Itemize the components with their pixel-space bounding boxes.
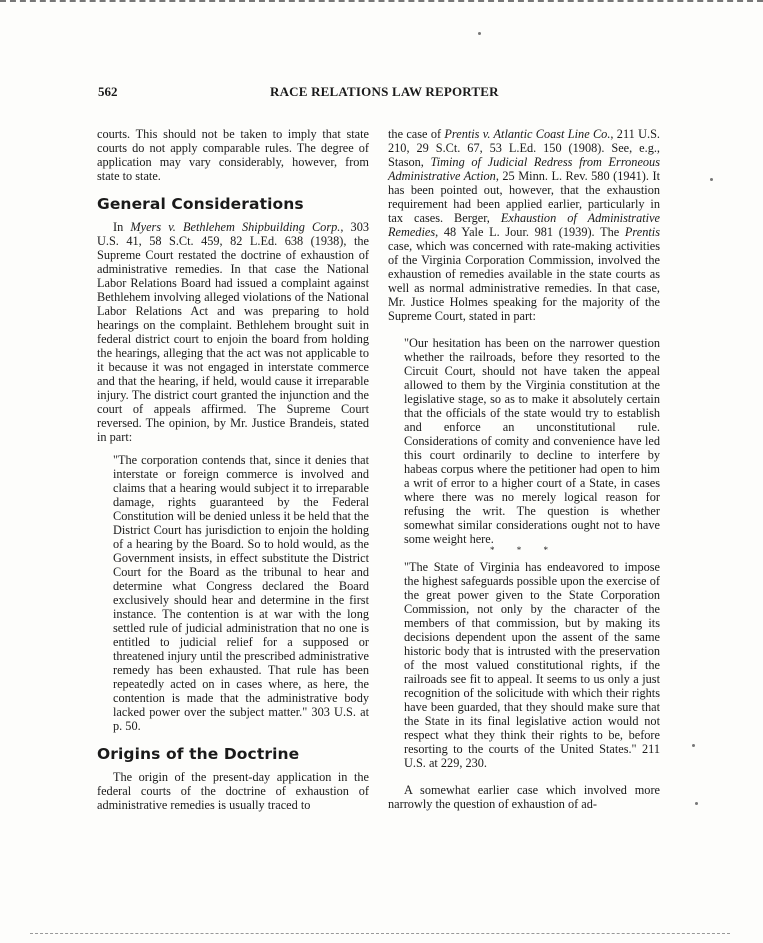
section-heading-general-considerations: General Considerations [97, 195, 304, 213]
prentis-paragraph [388, 127, 660, 323]
case-name-prentis: Prentis v. Atlantic Coast Line Co. [444, 127, 611, 141]
earlier-case-paragraph: A somewhat earlier case which involved more narrowly the question of exhaustion of ad- [388, 783, 660, 811]
scan-speck [692, 744, 695, 747]
scan-speck [695, 802, 698, 805]
section-heading-origins: Origins of the Doctrine [97, 745, 300, 763]
running-head: RACE RELATIONS LAW REPORTER [270, 84, 499, 99]
page-number: 562 [98, 84, 118, 99]
scan-top-border [0, 0, 763, 6]
brandeis-quote: "The corporation contends that, since it denies that interstate or foreign commerce is involved and claims that a hearing would subject it to irreparable damage, rights guaranteed by the Federal Constitution will be denied unless it be held that the District Court has jurisdiction to enjoin the holding of a hearing by the Board. So to hold would, as the Government insists, in effect substitute the District Court for the Board as the tribunal to hear and determine what Congress declared the Board exclusively should hear and determine in the first instance. The contention is at war with the long settled rule of judicial administration that no one is entitled to judicial relief for a supposed or threatened injury until the prescribed administrative remedy has been exhausted. That rule has been repeatedly acted on in cases where, as here, the contention is made that the administrative body lacked power over the subject matter." 303 U.S. at p. 50. [113, 453, 369, 733]
article-title-stason: Timing of Judicial Redress from Erroneous Administrative Action [388, 155, 660, 183]
text-run: the case of [388, 127, 445, 141]
scan-bottom-rule [30, 933, 730, 934]
right-column [388, 127, 660, 811]
text-run: In [113, 220, 131, 234]
myers-paragraph [97, 220, 369, 444]
text-run: case, which was concerned with rate-making activities of the Virginia Corporation Commission, involved the exhaustion of remedies available in the state courts as well as normal administrative remedies. In that case, Mr. Justice Holmes speaking for the majority of the Supreme Court, stated in part: [388, 239, 660, 323]
scan-speck [710, 178, 713, 181]
holmes-quote-part2: "The State of Virginia has endeavored to impose the highest safeguards possible upon the exercise of the great power given to the State Corporation Commission, not only by the character of the members of that commission, but by making its decisions dependent upon the assent of the same historic body that is intrusted with the preservation of the most valued constitutional rights, if the railroads see fit to appeal. It seems to us only a just recognition of the solicitude with which their rights have been guarded, that they should make sure that the State in its final legislative action would not respect what they think their rights to be, before resorting to the courts of the United States." 211 U.S. at 229, 230. [404, 560, 660, 770]
intro-paragraph: courts. This should not be taken to imply that state courts do not apply comparable rules. The degree of application may vary considerably, however, from state to state. [97, 127, 369, 183]
origins-paragraph: The origin of the present-day application in the federal courts of the doctrine of exhaustion of administrative remedies is usually traced to [97, 770, 369, 812]
text-run: , 303 U.S. 41, 58 S.Ct. 459, 82 L.Ed. 638 (1938), the Supreme Court restated the doctrine of exhaustion of administrative remedies. In that case the National Labor Relations Board had issued a complaint against Bethlehem involving alleged violations of the National Labor Relations Act and was preparing to hold hearings on the complaint. Bethlehem brought suit in federal district court to enjoin the board from holding the hearings, alleging that the act was not applicable to it because it was not engaged in interstate commerce and that the hearing, if held, would cause it irreparable injury. The district court granted the injunction and the court of appeals affirmed. The Supreme Court reversed. The opinion, by Mr. Justice Brandeis, stated in part: [97, 220, 369, 444]
text-run: , 211 U.S. 210, 29 S.Ct. 67, 53 L.Ed. 150 (1908). See, e.g., Stason, [388, 127, 660, 169]
ellipsis-marker: * * * [490, 545, 558, 555]
text-run: , 25 Minn. L. Rev. 580 (1941). It has been pointed out, however, that the exhaustion requirement had been applied earlier, particularly in tax cases. Berger, [388, 169, 660, 225]
left-column [97, 127, 369, 812]
article-title-berger: Exhaustion of Administrative Remedies [388, 211, 660, 239]
scan-speck [478, 32, 481, 35]
case-name-prentis-short: Prentis [624, 225, 660, 239]
text-run: , 48 Yale L. Jour. 981 (1939). The [435, 225, 625, 239]
case-name-myers: Myers v. Bethlehem Shipbuilding Corp. [130, 220, 341, 234]
holmes-quote-part1: "Our hesitation has been on the narrower question whether the railroads, before they resorted to the Circuit Court, should not have taken the appeal allowed to them by the Virginia constitution at the legislative stage, so as to make it absolutely certain that the officials of the state would try to establish and enforce an unconstitutional rule. Considerations of comity and convenience have led this court ordinarily to decline to interfere by habeas corpus where the petitioner had open to him a writ of error to a higher court of a State, in cases where there was no merely logical reason for refusing the writ. The question is whether somewhat similar considerations ought not to have some weight here. [404, 336, 660, 546]
